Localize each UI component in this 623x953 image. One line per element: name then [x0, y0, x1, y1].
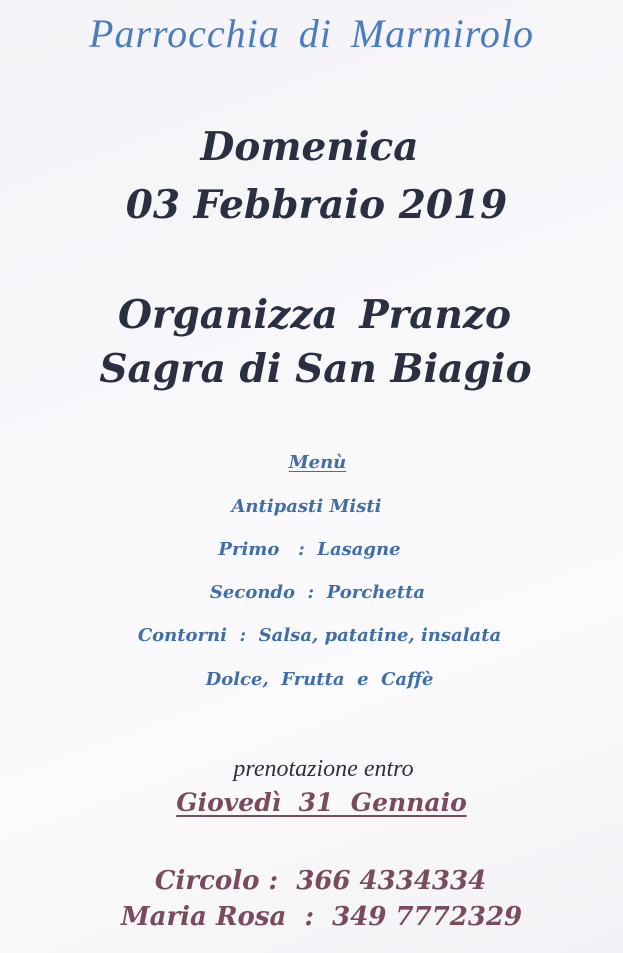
menu-item-antipasti: Antipasti Misti — [231, 496, 382, 517]
event-festival: Sagra di San Biagio — [99, 346, 532, 392]
contact-maria-rosa: Maria Rosa : 349 7772329 — [120, 902, 523, 932]
menu-item-secondo: Secondo : Porchetta — [209, 582, 426, 603]
menu-item-contorni: Contorni : Salsa, patatine, insalata — [137, 625, 502, 646]
event-date: 03 Febbraio 2019 — [125, 182, 508, 228]
menu-item-dolce: Dolce, Frutta e Caffè — [205, 669, 434, 690]
booking-deadline: Giovedì 31 Gennaio — [176, 788, 467, 817]
contact-circolo: Circolo : 366 4334334 — [154, 866, 487, 896]
event-day: Domenica — [200, 124, 419, 170]
booking-label: prenotazione entro — [233, 756, 414, 782]
menu-title: Menù — [288, 452, 347, 473]
parish-title: Parrocchia di Marmirolo — [89, 11, 534, 56]
menu-item-primo: Primo : Lasagne — [218, 539, 401, 560]
event-organizes: Organizza Pranzo — [117, 292, 512, 338]
